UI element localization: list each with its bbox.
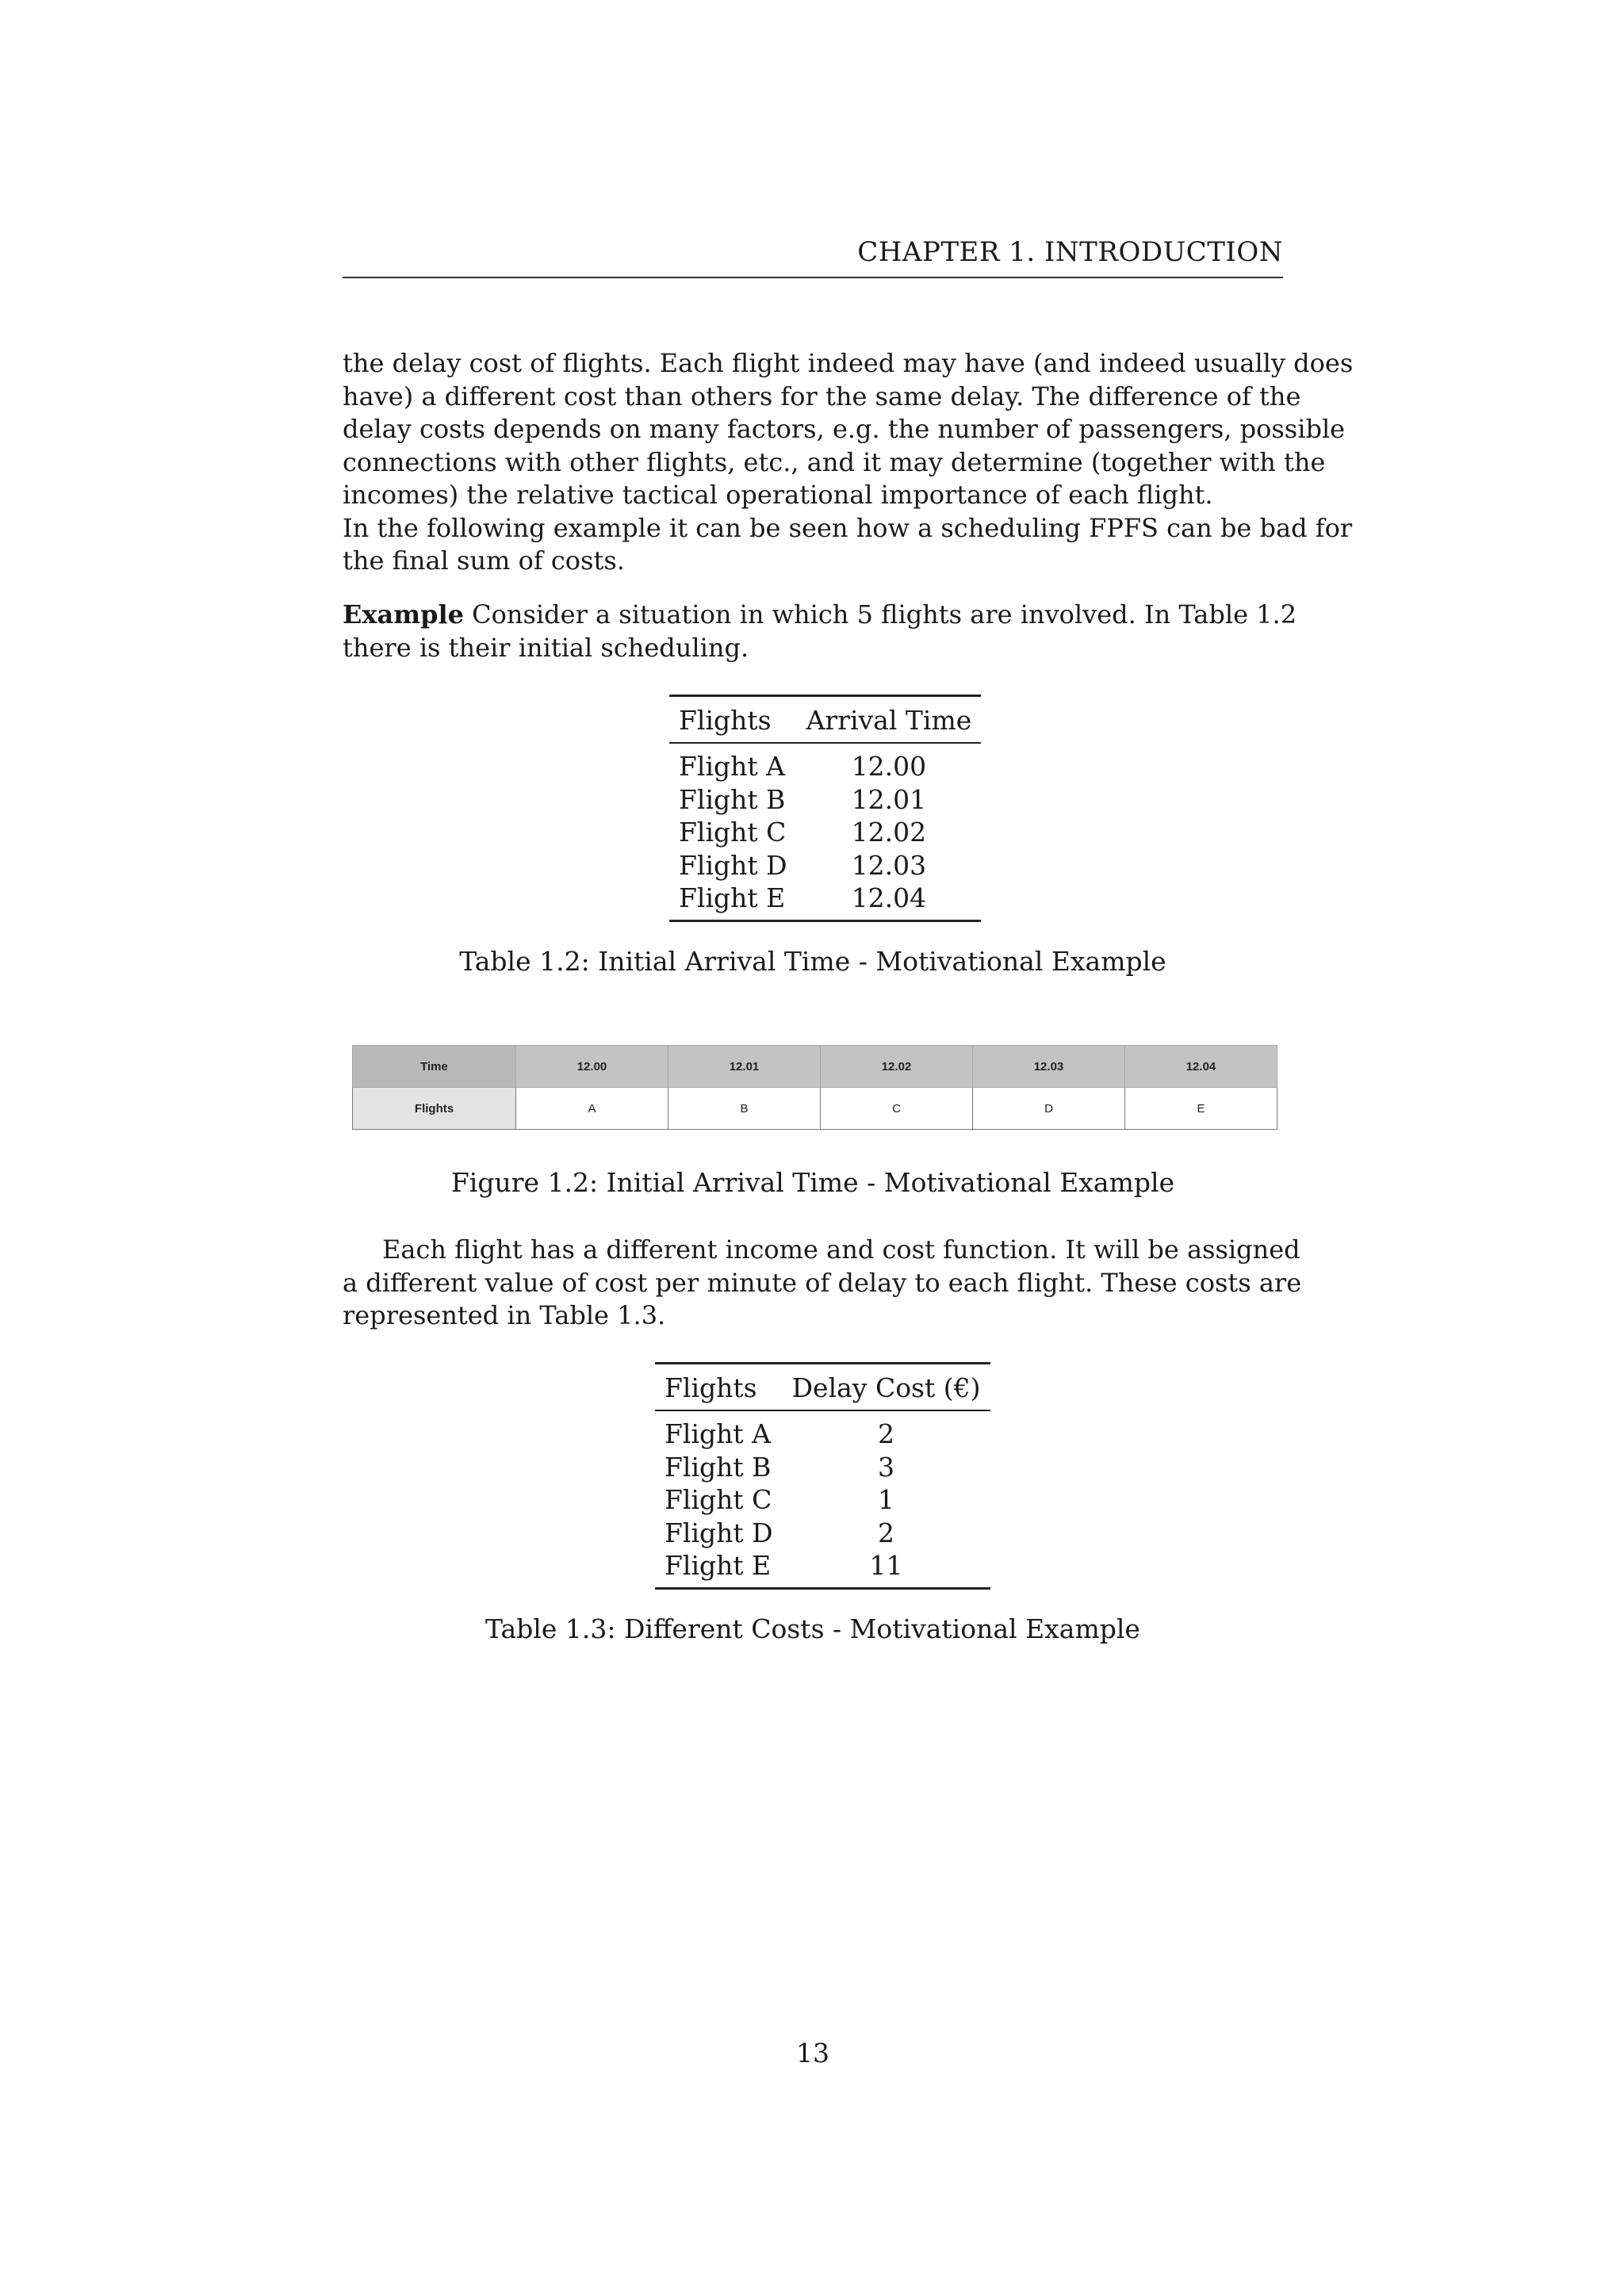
column-header: Flights: [655, 1364, 783, 1411]
running-header: CHAPTER 1. INTRODUCTION: [857, 236, 1283, 268]
table-caption: Table 1.3: Different Costs - Motivational Example: [485, 1613, 1140, 1644]
table-cell: Flight C: [679, 817, 787, 848]
table-cell: 2: [878, 1517, 895, 1548]
column-header: Arrival Time: [797, 696, 982, 744]
table-row: [669, 849, 981, 882]
example-text: Consider a situation in which 5 flights are involved. In Table 1.2: [472, 599, 1297, 629]
figure-flight-cell: D: [973, 1088, 1125, 1130]
paragraph-delay-cost: [343, 347, 1354, 578]
table-row: [669, 882, 981, 920]
paragraph-costs: [343, 1234, 1302, 1333]
table-cell: Flight B: [679, 783, 786, 815]
table-cell: Flight C: [665, 1484, 772, 1515]
figure-row-label: Flights: [353, 1088, 516, 1130]
table-cell: Flight D: [665, 1517, 773, 1548]
header-rule: [343, 277, 1283, 278]
table-cell: Flight B: [665, 1451, 772, 1483]
text-line: the final sum of costs.: [343, 545, 625, 576]
figure-flight-cell: A: [516, 1088, 668, 1130]
table-cell: Flight E: [669, 882, 797, 920]
figure-time-row: [353, 1046, 1277, 1088]
table-row: [655, 1517, 990, 1550]
text-line: represented in Table 1.3.: [343, 1300, 666, 1330]
table-row: [655, 1451, 990, 1484]
table-cell: 1: [878, 1484, 895, 1515]
figure-time-cell: 12.04: [1125, 1046, 1277, 1088]
column-header: Delay Cost (€): [783, 1364, 990, 1411]
table-cell: 11: [783, 1549, 990, 1588]
text-line: In the following example it can be seen how a scheduling FPFS can be bad for: [343, 512, 1353, 543]
text-line: delay costs depends on many factors, e.g. the number of passengers, possible: [343, 414, 1346, 444]
table-cell: Flight A: [665, 1418, 771, 1449]
table-delay-costs: [655, 1362, 990, 1590]
table-cell: Flight D: [679, 849, 787, 881]
figure-row-label: Time: [353, 1046, 516, 1088]
table-cell: 12.04: [797, 882, 982, 920]
table-row: [655, 1483, 990, 1517]
table-cell: 3: [878, 1451, 895, 1483]
page-number: 13: [796, 2038, 829, 2068]
table-row: [655, 1410, 990, 1451]
figure-arrival-grid: [352, 1045, 1277, 1130]
figure-flight-cell: B: [668, 1088, 821, 1130]
text-line: Each flight has a different income and cost function. It will be assigned: [382, 1234, 1300, 1265]
figure-time-cell: 12.01: [668, 1046, 821, 1088]
text-line: the delay cost of flights. Each flight indeed may have (and indeed usually does: [343, 348, 1354, 378]
table-cell: Flight E: [655, 1549, 783, 1588]
table-caption: Table 1.2: Initial Arrival Time - Motivational Example: [459, 946, 1166, 977]
figure-flight-cell: E: [1125, 1088, 1277, 1130]
figure-time-cell: 12.02: [821, 1046, 973, 1088]
text-line: have) a different cost than others for the same delay. The difference of the: [343, 381, 1301, 411]
table-cell: 2: [878, 1418, 895, 1449]
figure-time-cell: 12.03: [973, 1046, 1125, 1088]
table-cell: 12.01: [851, 783, 927, 815]
figure-caption: Figure 1.2: Initial Arrival Time - Motivational Example: [450, 1167, 1175, 1198]
text-line: there is their initial scheduling.: [343, 632, 749, 663]
column-header: Flights: [669, 696, 797, 744]
table-cell: 12.00: [851, 751, 927, 782]
figure-flights-row: [353, 1088, 1277, 1130]
table-cell: Flight A: [679, 751, 785, 782]
text-line: [343, 599, 1297, 632]
table-row: [655, 1549, 990, 1588]
table-arrival-times: [669, 695, 981, 922]
text-line: a different value of cost per minute of delay to each flight. These costs are: [343, 1267, 1302, 1298]
table-cell: 12.02: [851, 817, 927, 848]
table-cell: 12.03: [851, 849, 927, 881]
table-row: [669, 783, 981, 817]
figure-time-cell: 12.00: [516, 1046, 668, 1088]
paragraph-example: [343, 599, 1297, 664]
example-label: Example: [343, 599, 464, 629]
figure-flight-cell: C: [821, 1088, 973, 1130]
text-line: incomes) the relative tactical operational importance of each flight.: [343, 480, 1213, 510]
text-line: connections with other flights, etc., and it may determine (together with the: [343, 446, 1326, 477]
table-row: [669, 743, 981, 783]
table-row: [669, 816, 981, 849]
